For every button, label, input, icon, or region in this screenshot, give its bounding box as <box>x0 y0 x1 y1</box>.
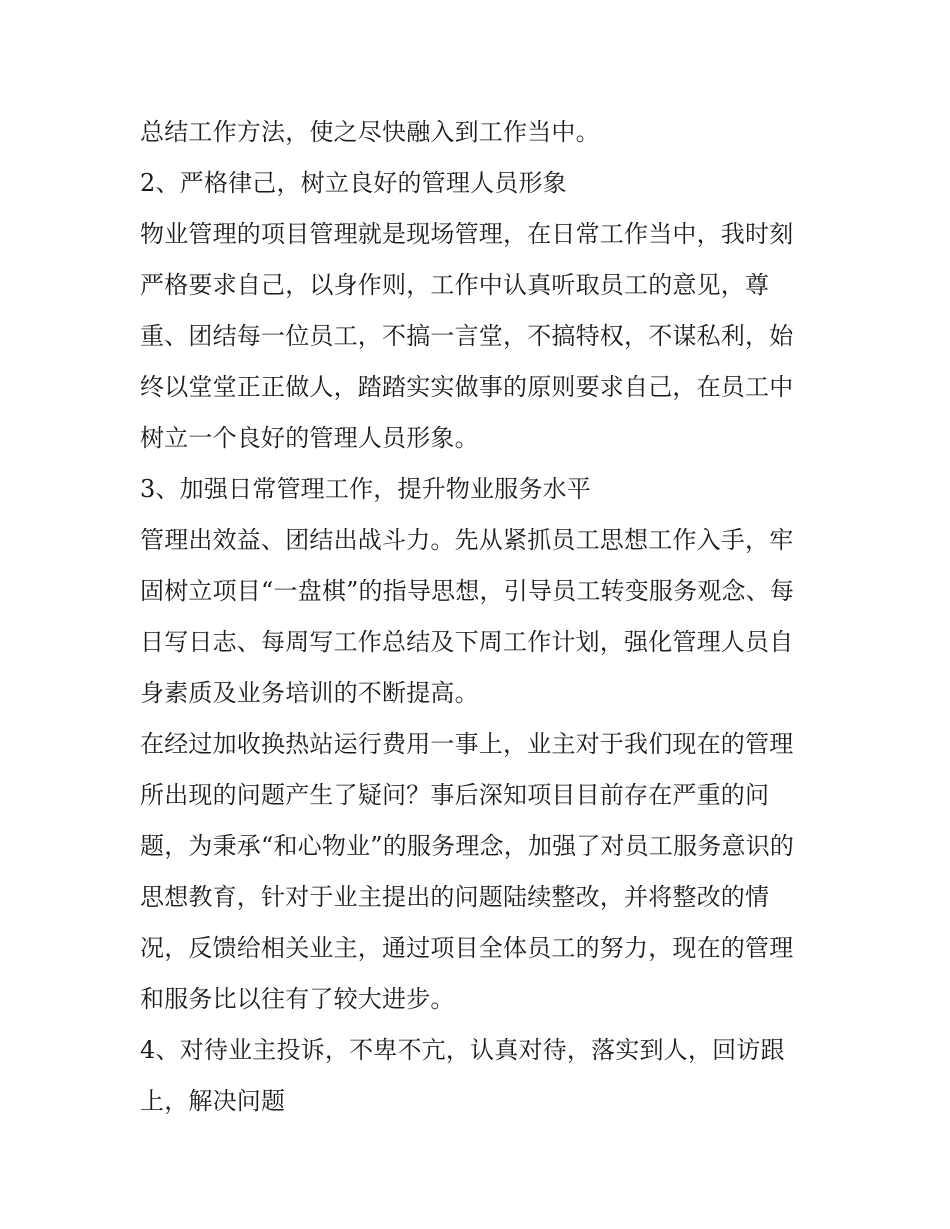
text-line: 况，反馈给相关业主，通过项目全体员工的努力，现在的管理 <box>140 934 794 962</box>
text-line: 日写日志、每周写工作总结及下周工作计划，强化管理人员自 <box>140 628 794 656</box>
text-line: 3、加强日常管理工作，提升物业服务水平 <box>140 475 592 503</box>
paragraph <box>140 515 830 719</box>
text-line: 2、严格律己，树立良好的管理人员形象 <box>140 169 567 197</box>
text-line: 和服务比以往有了较大进步。 <box>140 985 455 1013</box>
text-line: 上，解决问题 <box>140 1087 286 1115</box>
paragraph <box>140 719 830 1025</box>
text-line: 总结工作方法，使之尽快融入到工作当中。 <box>140 118 600 146</box>
text-line: 思想教育，针对于业主提出的问题陆续整改，并将整改的情 <box>140 883 770 911</box>
text-line: 题，为秉承“和心物业”的服务理念，加强了对员工服务意识的 <box>140 832 795 860</box>
text-line: 管理出效益、团结出战斗力。先从紧抓员工思想工作入手，牢 <box>140 526 794 554</box>
text-line: 树立一个良好的管理人员形象。 <box>140 424 479 452</box>
text-line: 终以堂堂正正做人，踏踏实实做事的原则要求自己，在员工中 <box>140 373 794 401</box>
text-line: 所出现的问题产生了疑问？事后深知项目目前存在严重的问 <box>140 781 770 809</box>
text-line: 4、对待业主投诉，不卑不亢，认真对待，落实到人，回访跟 <box>140 1036 785 1064</box>
document-body <box>140 107 830 1127</box>
section-heading-3 <box>140 464 830 515</box>
text-line: 物业管理的项目管理就是现场管理，在日常工作当中，我时刻 <box>140 220 794 248</box>
section-heading-4 <box>140 1025 830 1127</box>
paragraph <box>140 107 830 158</box>
section-heading-2 <box>140 158 830 209</box>
text-line: 重、团结每一位员工，不搞一言堂，不搞特权，不谋私利，始 <box>140 322 794 350</box>
text-line: 在经过加收换热站运行费用一事上，业主对于我们现在的管理 <box>140 730 794 758</box>
text-line: 严格要求自己，以身作则，工作中认真听取员工的意见，尊 <box>140 271 770 299</box>
text-line: 身素质及业务培训的不断提高。 <box>140 679 479 707</box>
paragraph <box>140 209 830 464</box>
text-line: 固树立项目“一盘棋”的指导思想，引导员工转变服务观念、每 <box>140 577 795 605</box>
